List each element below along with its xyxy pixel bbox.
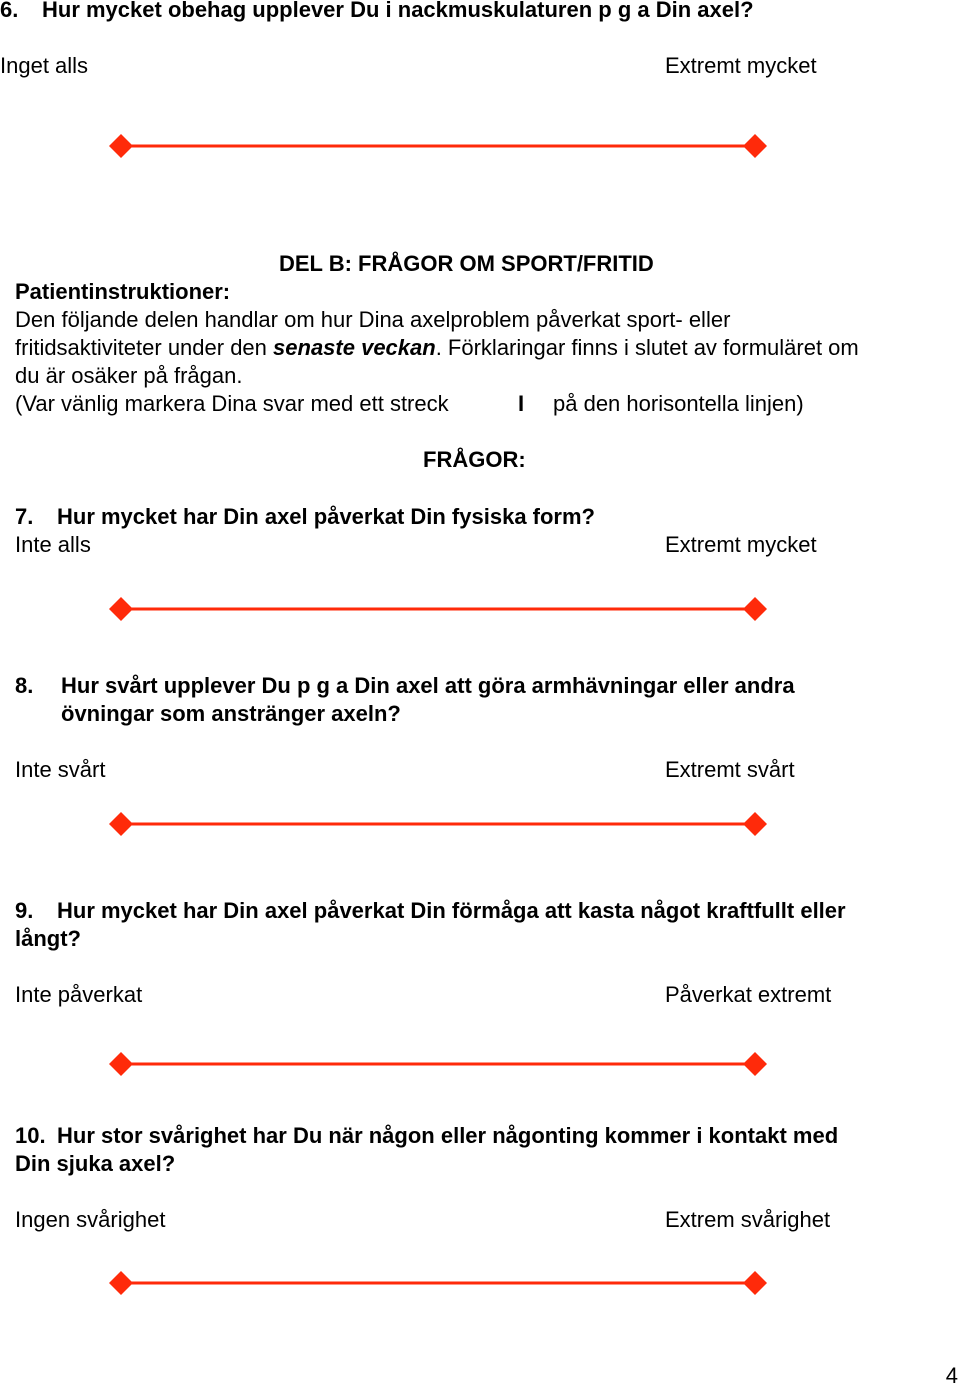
q10-text-line-2: Din sjuka axel? xyxy=(15,1151,176,1176)
q10-text-line-1: Hur stor svårighet har Du när någon eller någonting kommer i kontakt med xyxy=(57,1123,839,1148)
scale-graphic[interactable] xyxy=(108,811,768,837)
scale-graphic[interactable] xyxy=(108,596,768,622)
q6-number: 6. xyxy=(0,0,19,22)
q8-number: 8. xyxy=(15,673,34,698)
q7-left-anchor: Inte alls xyxy=(15,532,91,557)
q10-left-anchor: Ingen svårighet xyxy=(15,1207,166,1232)
q9-vas-scale[interactable] xyxy=(108,1051,768,1077)
q6-left-anchor: Inget alls xyxy=(0,53,89,78)
q7-number: 7. xyxy=(15,504,34,529)
scale-left-diamond xyxy=(109,597,133,621)
instructions-line-4b: på den horisontella linjen) xyxy=(553,391,804,416)
scale-left-diamond xyxy=(109,1271,133,1295)
page-number: 4 xyxy=(945,1363,958,1388)
q10-vas-scale[interactable] xyxy=(108,1270,768,1296)
q6-vas-scale[interactable] xyxy=(108,133,768,159)
scale-left-diamond xyxy=(109,812,133,836)
scale-left-diamond xyxy=(109,134,133,158)
q10-number: 10. xyxy=(15,1123,46,1148)
q8-right-anchor: Extremt svårt xyxy=(665,757,795,782)
q7-question xyxy=(15,503,595,531)
q8-question-line-1 xyxy=(15,672,795,700)
q7-vas-scale[interactable] xyxy=(108,596,768,622)
scale-right-diamond xyxy=(743,812,767,836)
instructions-label: Patientinstruktioner: xyxy=(15,279,231,304)
scale-graphic[interactable] xyxy=(108,1270,768,1296)
instructions-line-2a: fritidsaktiviteter under den xyxy=(15,335,274,360)
q9-right-anchor: Påverkat extremt xyxy=(665,982,832,1007)
q6-text: Hur mycket obehag upplever Du i nackmuskulaturen p g a Din axel? xyxy=(42,0,754,22)
q9-text-line-1: Hur mycket har Din axel påverkat Din förmåga att kasta något kraftfullt eller xyxy=(57,898,846,923)
q10-question-line-1 xyxy=(15,1122,838,1150)
q9-left-anchor: Inte påverkat xyxy=(15,982,143,1007)
scale-graphic[interactable] xyxy=(108,133,768,159)
instructions-emphasis: senaste veckan xyxy=(273,335,436,360)
q8-left-anchor: Inte svårt xyxy=(15,757,106,782)
instructions-line-3: du är osäker på frågan. xyxy=(15,363,243,388)
scale-right-diamond xyxy=(743,134,767,158)
scale-right-diamond xyxy=(743,1271,767,1295)
q6-right-anchor: Extremt mycket xyxy=(665,53,817,78)
scale-right-diamond xyxy=(743,597,767,621)
instructions-mark: I xyxy=(518,391,525,416)
instructions-line-2b: . Förklaringar finns i slutet av formuläret om xyxy=(435,335,859,360)
section-heading: DEL B: FRÅGOR OM SPORT/FRITID xyxy=(279,251,654,276)
scale-right-diamond xyxy=(743,1052,767,1076)
questions-heading: FRÅGOR: xyxy=(423,447,526,472)
scale-graphic[interactable] xyxy=(108,1051,768,1077)
q9-question-line-1 xyxy=(15,897,846,925)
q7-right-anchor: Extremt mycket xyxy=(665,532,817,557)
q8-vas-scale[interactable] xyxy=(108,811,768,837)
instructions-line-1: Den följande delen handlar om hur Dina axelproblem påverkat sport- eller xyxy=(15,307,731,332)
q9-number: 9. xyxy=(15,898,34,923)
q9-text-line-2: långt? xyxy=(15,926,81,951)
q7-text: Hur mycket har Din axel påverkat Din fysiska form? xyxy=(57,504,595,529)
q10-right-anchor: Extrem svårighet xyxy=(665,1207,831,1232)
q8-text-line-1: Hur svårt upplever Du p g a Din axel att göra armhävningar eller andra xyxy=(61,673,795,698)
instructions-line-4a: (Var vänlig markera Dina svar med ett streck xyxy=(15,391,449,416)
q6-question xyxy=(0,0,754,24)
instructions-line-2 xyxy=(15,334,859,362)
q8-text-line-2: övningar som anstränger axeln? xyxy=(61,701,401,726)
scale-left-diamond xyxy=(109,1052,133,1076)
